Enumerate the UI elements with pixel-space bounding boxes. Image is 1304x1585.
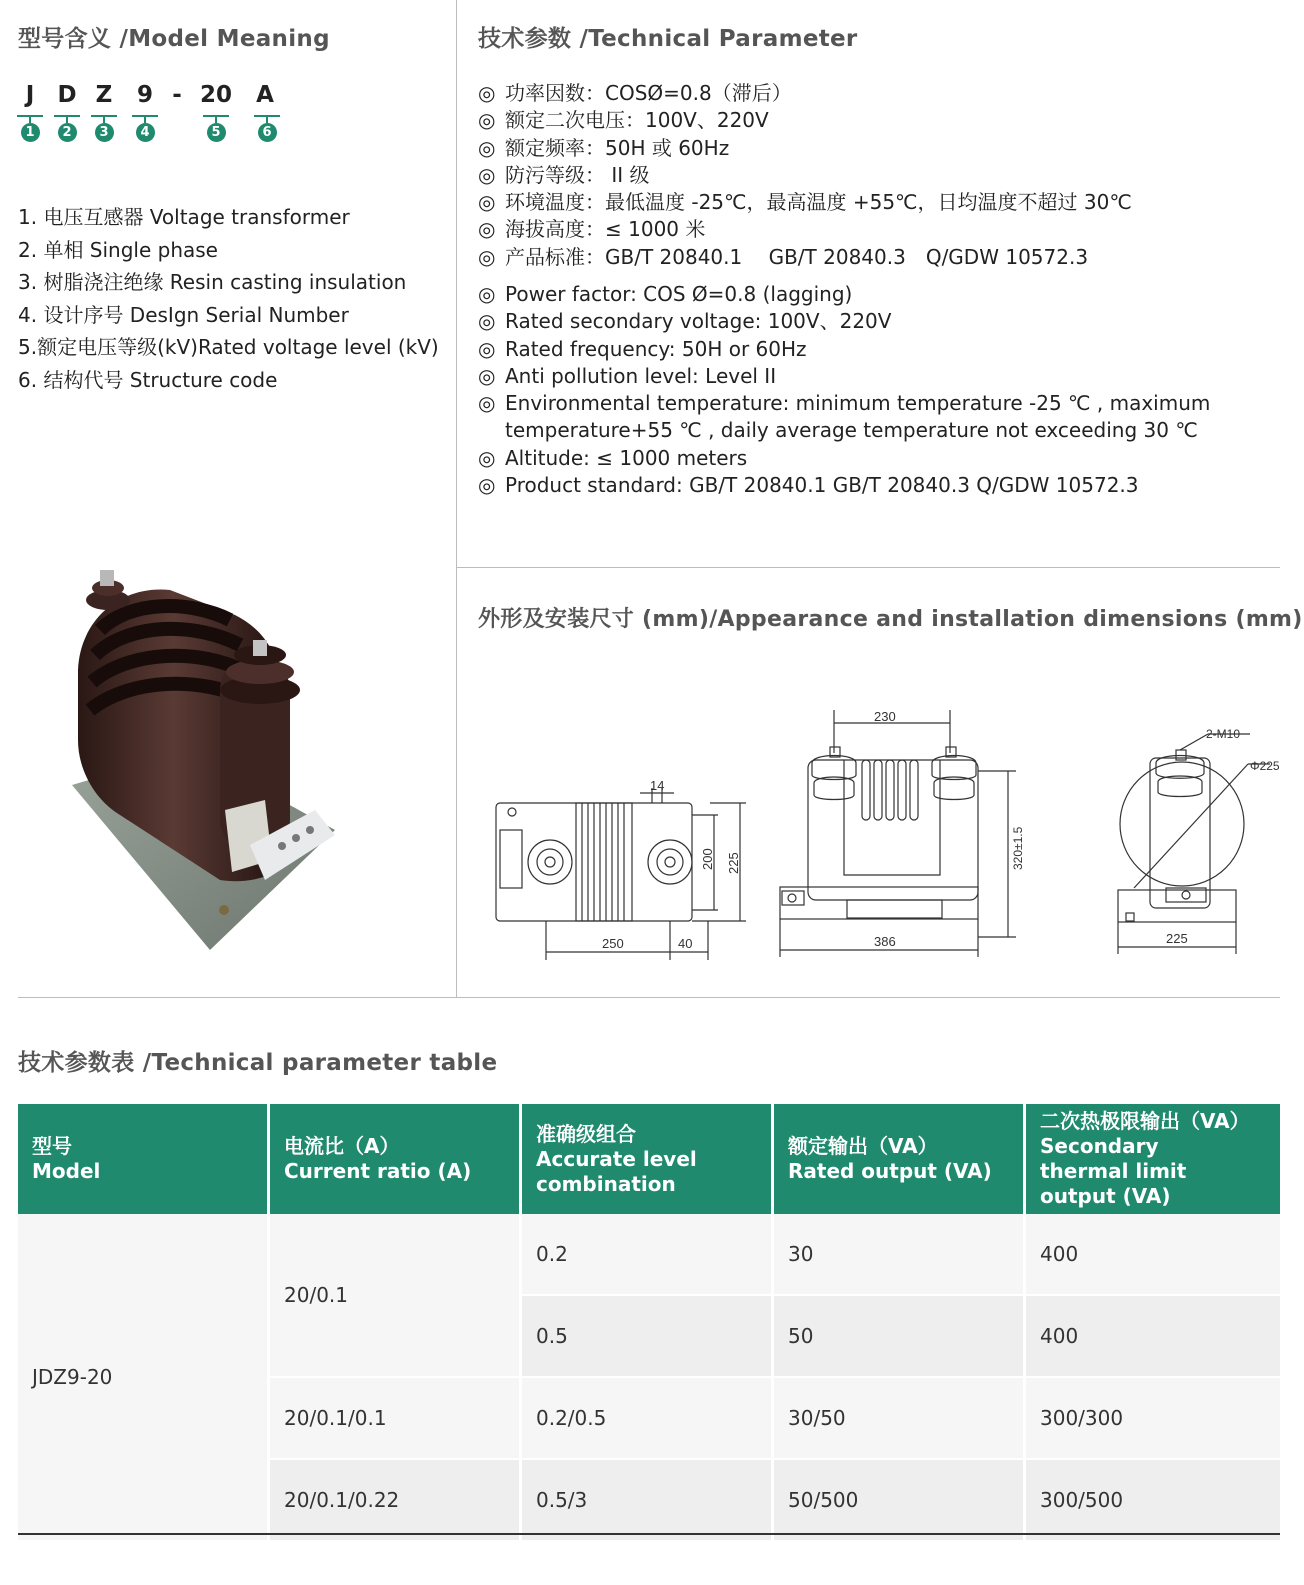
en-parameter-list [478, 281, 1210, 499]
vertical-divider [456, 0, 457, 998]
param-item-continuation: temperature+55 ℃ , daily average temperature not exceeding 30 ℃ [505, 418, 1198, 443]
dimension-section-divider [457, 567, 1280, 568]
param-item: ◎ 海拔高度：≤ 1000 米 [478, 217, 706, 242]
cell-rated: 30/50 [774, 1378, 1026, 1460]
dim-386-label: 386 [874, 934, 896, 949]
code-marker-2: 2 [54, 115, 80, 142]
dim-230-label: 230 [874, 709, 896, 724]
dim-320-label: 320±1.5 [1011, 826, 1025, 870]
param-item: ◎ Rated secondary voltage: 100V、220V [478, 309, 892, 334]
model-meaning-title: 型号含义 /Model Meaning [18, 26, 330, 52]
model-meaning-list [18, 201, 439, 397]
dim-250-label: 250 [602, 936, 624, 951]
technical-parameter-title: 技术参数 /Technical Parameter [478, 26, 858, 52]
code-marker-6: 6 [254, 115, 280, 142]
param-item: ◎ Rated frequency: 50H or 60Hz [478, 336, 807, 361]
cell-thermal: 300/500 [1026, 1460, 1280, 1542]
header-accuracy: 准确级组合 Accurate level combination [522, 1104, 774, 1214]
cell-accuracy: 0.5/3 [522, 1460, 774, 1542]
dim-225-side-label: 225 [1166, 931, 1188, 946]
code-marker-5: 5 [203, 115, 229, 142]
header-rated-output: 额定输出（VA） Rated output (VA) [774, 1104, 1026, 1214]
dim-200-label: 200 [700, 848, 715, 870]
meaning-item: 6. 结构代号 Structure code [18, 367, 278, 392]
code-letter-a: A [256, 82, 274, 108]
cell-thermal: 400 [1026, 1296, 1280, 1378]
param-item: ◎ 额定二次电压：100V、220V [478, 108, 769, 133]
param-item: ◎ Anti pollution level: Level II [478, 363, 777, 388]
code-marker-1: 1 [17, 115, 43, 142]
table-row [18, 1214, 1280, 1296]
cell-model: JDZ9-20 [18, 1214, 270, 1542]
product-photo [60, 560, 350, 955]
param-item: ◎ 功率因数：COSØ=0.8（滞后） [478, 81, 792, 105]
header-model: 型号 Model [18, 1104, 270, 1214]
cell-accuracy: 0.2/0.5 [522, 1378, 774, 1460]
cell-rated: 30 [774, 1214, 1026, 1296]
cell-thermal: 400 [1026, 1214, 1280, 1296]
dim-14-label: 14 [650, 778, 665, 793]
dimensions-title: 外形及安装尺寸 (mm)/Appearance and installation dimensions (mm) [478, 607, 1303, 632]
dim-phi225-label: Φ225 [1250, 759, 1280, 773]
code-letter-d: D [57, 82, 77, 108]
param-item: ◎ Environmental temperature: minimum temperature -25 ℃ , maximum [478, 391, 1211, 416]
cell-ratio-group: 20/0.1 [270, 1214, 522, 1378]
meaning-item: 5.额定电压等级(kV)Rated voltage level (kV) [18, 335, 439, 360]
code-letter-dash: - [172, 82, 182, 108]
meaning-item: 2. 单相 Single phase [18, 237, 218, 262]
cell-ratio: 20/0.1/0.22 [270, 1460, 522, 1542]
meaning-item: 3. 树脂浇注绝缘 Resin casting insulation [18, 270, 407, 295]
meaning-item: 4. 设计序号 DesIgn Serial Number [18, 302, 349, 327]
cell-rated: 50 [774, 1296, 1026, 1378]
code-marker-4: 4 [132, 115, 158, 142]
cell-accuracy: 0.2 [522, 1214, 774, 1296]
cn-parameter-list [478, 80, 1132, 271]
cell-rated: 50/500 [774, 1460, 1026, 1542]
top-view-drawing [490, 770, 760, 965]
param-item: ◎ Product standard: GB/T 20840.1 GB/T 20840.3 Q/GDW 10572.3 [478, 473, 1139, 498]
code-letter-j: J [25, 82, 35, 108]
cell-thermal: 300/300 [1026, 1378, 1280, 1460]
parameter-table [18, 1104, 1280, 1542]
param-item: ◎ 额定频率：50H 或 60Hz [478, 135, 730, 160]
cell-accuracy: 0.5 [522, 1296, 774, 1378]
param-item: ◎ 产品标准：GB/T 20840.1 GB/T 20840.3 Q/GDW 10572.3 [478, 244, 1089, 269]
param-item: ◎ Altitude: ≤ 1000 meters [478, 445, 748, 470]
header-thermal-output: 二次热极限输出（VA） Secondary thermal limit output (VA) [1026, 1104, 1280, 1214]
cell-ratio: 20/0.1/0.1 [270, 1378, 522, 1460]
dim-225-label: 225 [726, 852, 741, 874]
param-item: ◎ 环境温度：最低温度 -25℃，最高温度 +55℃，日均温度不超过 30℃ [478, 190, 1132, 215]
table-section-divider [18, 997, 1280, 998]
param-item: ◎ 防污等级： II 级 [478, 162, 650, 187]
header-current-ratio: 电流比（A） Current ratio (A) [270, 1104, 522, 1214]
table-bottom-rule [18, 1533, 1280, 1535]
dim-m10-label: 2-M10 [1206, 727, 1241, 741]
side-view-drawing [1110, 718, 1285, 963]
front-view-drawing [772, 705, 1037, 965]
meaning-item: 1. 电压互感器 Voltage transformer [18, 205, 350, 229]
parameter-table-title: 技术参数表 /Technical parameter table [18, 1050, 498, 1076]
code-marker-3: 3 [91, 115, 117, 142]
dim-40-label: 40 [678, 936, 693, 951]
code-letter-z: Z [95, 82, 113, 108]
param-item: ◎ Power factor: COS Ø=0.8 (lagging) [478, 282, 853, 306]
code-letter-9: 9 [136, 82, 153, 108]
code-letter-20: 20 [199, 82, 232, 108]
